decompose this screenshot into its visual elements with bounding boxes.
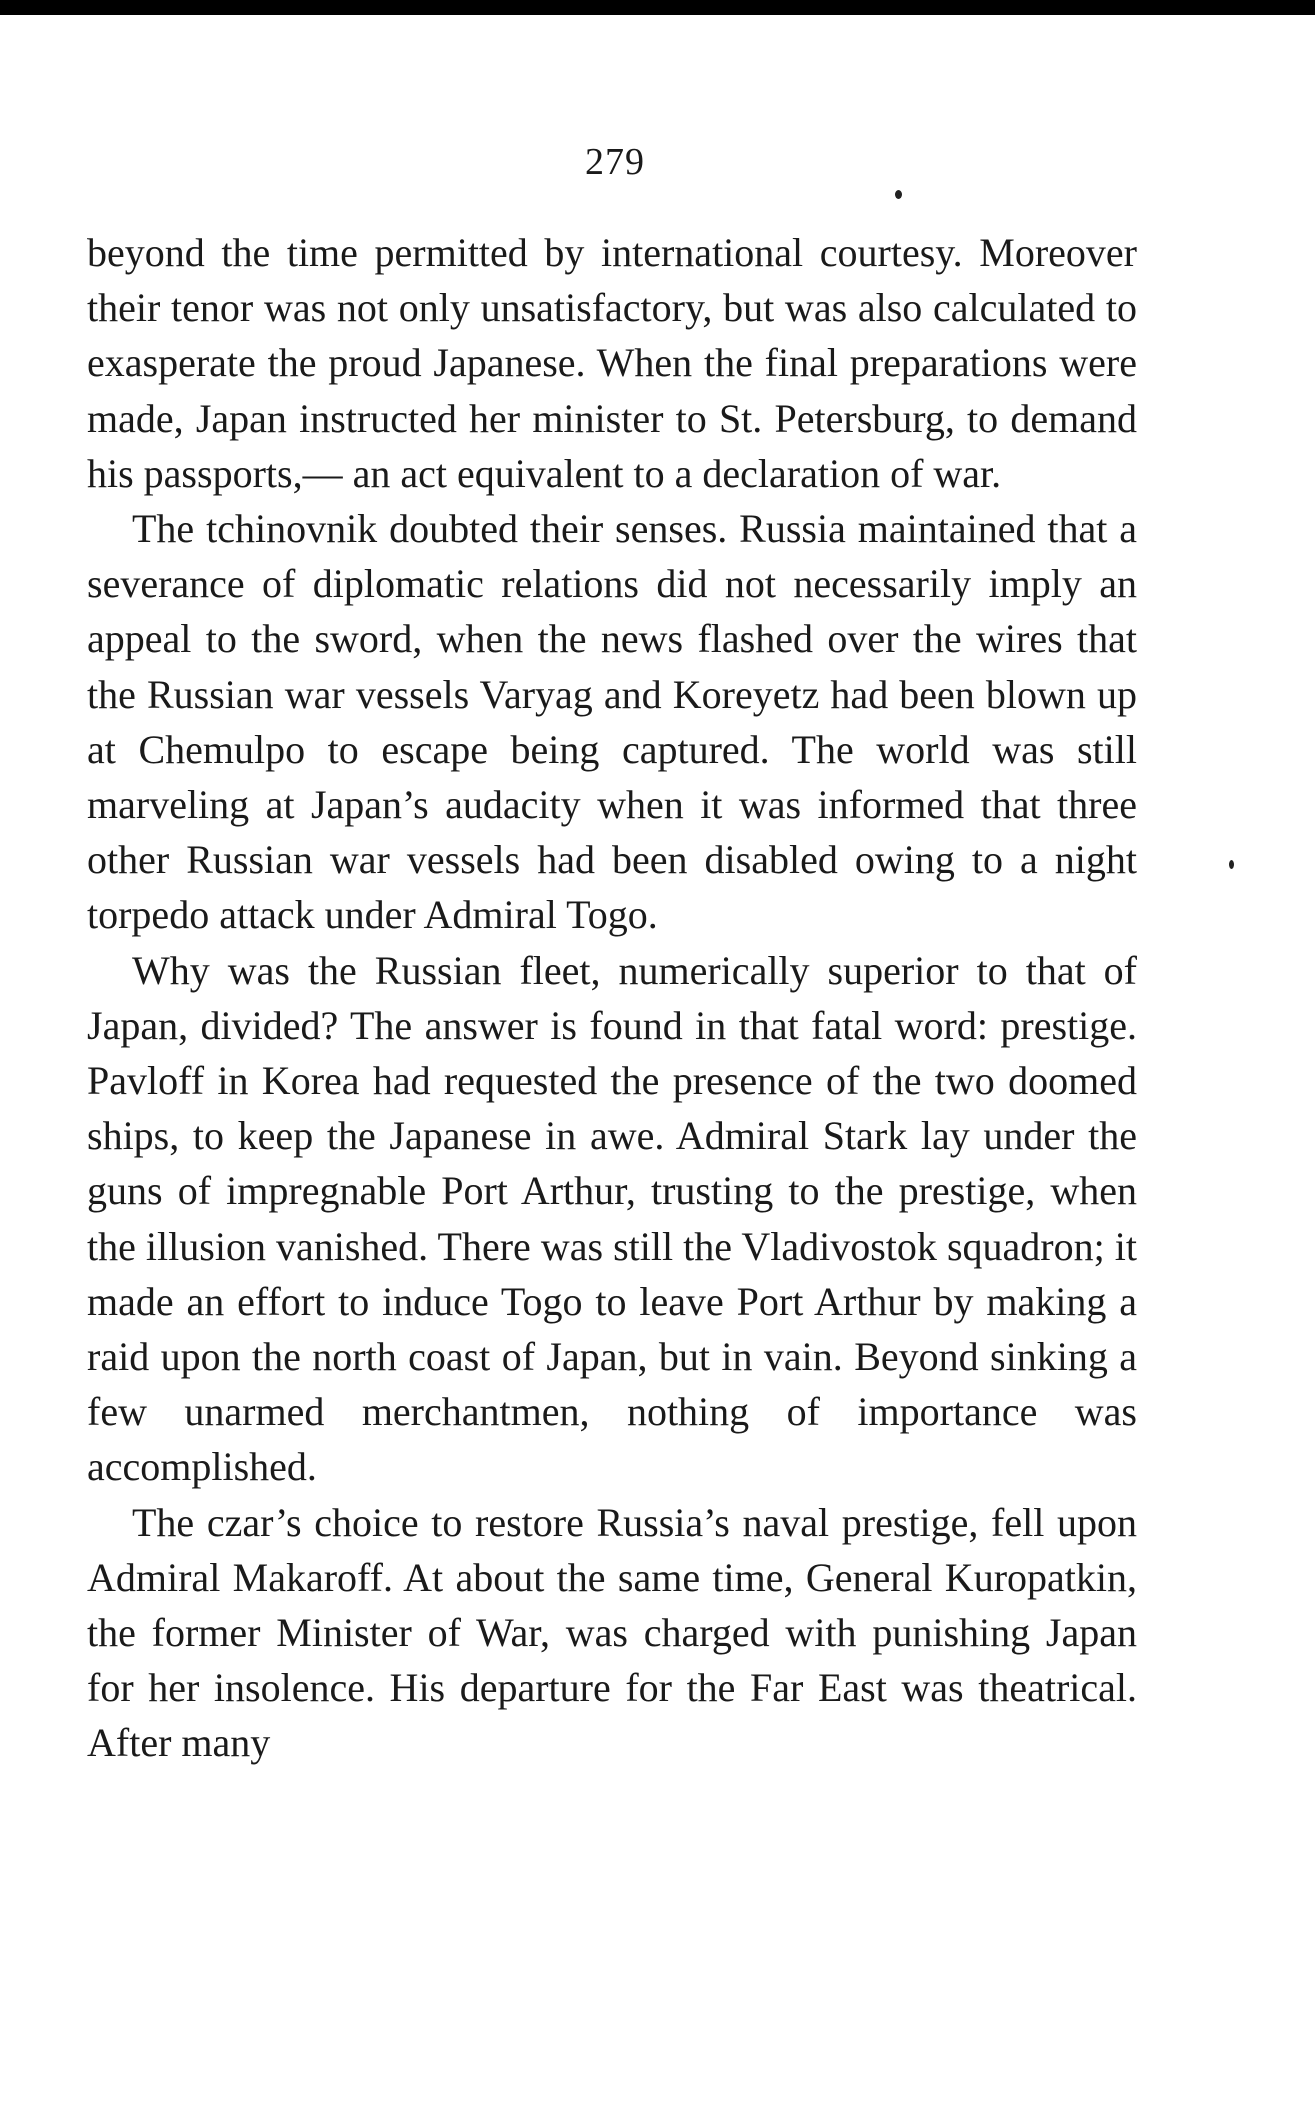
top-scan-border bbox=[0, 0, 1315, 15]
paragraph: Why was the Russian fleet, numerically superior to that of Japan, divided? The answer is found in that fatal word: prestige. Pavloff in Korea had requested the presence of the two doomed ships, to keep the Japanese in awe. Admiral Stark lay under the guns of impregnable Port Arthur, trusting to the prestige, when the illusion vanished. There was still the Vladivostok squadron; it made an effort to induce Togo to leave Port Arthur by making a raid upon the north coast of Japan, but in vain. Beyond sinking a few unarmed merchantmen, nothing of importance was accomplished. bbox=[87, 947, 1137, 1490]
paragraph: The tchinovnik doubted their senses. Russia maintained that a severance of diplomatic relations did not necessarily imply an appeal to the sword, when the news flashed over the wires that the Russian war vessels Varyag and Koreyetz had been blown up at Chemulpo to escape being captured. The world was still marveling at Japan’s audacity when it was informed that three other Russian war vessels had been disabled owing to a night torpedo attack under Admiral Togo. bbox=[87, 506, 1137, 938]
paragraph: The czar’s choice to restore Russia’s naval prestige, fell upon Admiral Makaroff. At about the same time, General Kuropatkin, the former Minister of War, was charged with punishing Japan for her insolence. His departure for the Far East was theatrical. After many bbox=[87, 1499, 1137, 1766]
body-text bbox=[87, 225, 1137, 1771]
ink-speck bbox=[895, 190, 902, 199]
ink-speck bbox=[1229, 860, 1234, 869]
paragraph: beyond the time permitted by international courtesy. Moreover their tenor was not only unsatisfactory, but was also calculated to exasperate the proud Japanese. When the final preparations were made, Japan instructed her minister to St. Petersburg, to demand his passports,— an act equivalent to a declaration of war. bbox=[87, 230, 1137, 496]
page-number: 279 bbox=[585, 141, 645, 183]
